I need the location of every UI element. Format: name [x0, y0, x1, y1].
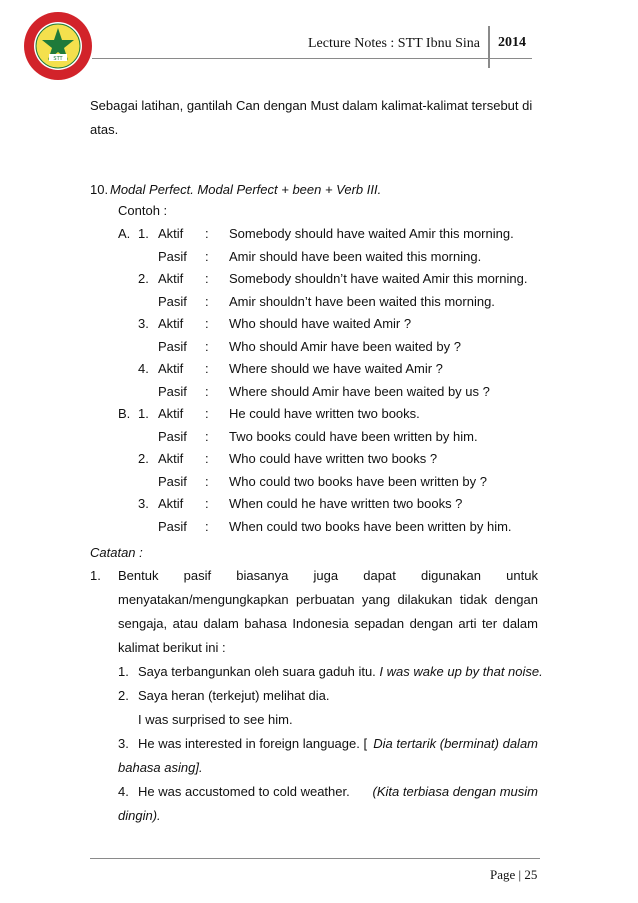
sub4-number: 4. [118, 784, 129, 799]
example-type: Pasif [158, 474, 187, 489]
sub3-number: 3. [118, 736, 129, 751]
contoh-label: Contoh : [118, 203, 168, 218]
example-separator: : [205, 384, 209, 399]
example-sentence: Who could two books have been written by ? [229, 474, 487, 489]
example-sentence: Who could have written two books ? [229, 451, 438, 466]
example-number: 2. [138, 451, 149, 466]
example-number: 2. [138, 271, 149, 286]
sub4-text: He was accustomed to cold weather. [138, 784, 350, 799]
catatan-line-3: sengaja, atau dalam bahasa Indonesia sepadan dengan arti ter dalam [118, 616, 538, 631]
example-separator: : [205, 451, 209, 466]
sub1-line [138, 664, 543, 679]
example-separator: : [205, 429, 209, 444]
example-separator: : [205, 316, 209, 331]
sub3-text: He was interested in foreign language. [ [138, 736, 368, 751]
catatan-label: Catatan : [90, 545, 143, 560]
example-sentence: Somebody shouldn’t have waited Amir this morning. [229, 271, 528, 286]
section-heading: Modal Perfect. Modal Perfect + been + Verb III. [110, 182, 382, 197]
header-title: Lecture Notes : STT Ibnu Sina [308, 36, 480, 51]
example-type: Aktif [158, 226, 184, 241]
example-sentence: Where should we have waited Amir ? [229, 361, 443, 376]
example-separator: : [205, 406, 209, 421]
sub1-text: Saya terbangunkan oleh suara gaduh itu. [138, 664, 376, 679]
example-group: A. [118, 226, 131, 241]
example-sentence: Who should Amir have been waited by ? [229, 339, 461, 354]
example-sentence: Where should Amir have been waited by us ? [229, 384, 490, 399]
page-number: Page | 25 [490, 867, 538, 882]
catatan-line-1: Bentuk pasif biasanya juga dapat digunakan untuk [118, 568, 538, 583]
catatan-line-4: kalimat berikut ini : [118, 640, 226, 655]
example-type: Aktif [158, 496, 184, 511]
intro-line-1: Sebagai latihan, gantilah Can dengan Must dalam kalimat-kalimat tersebut di [90, 98, 533, 113]
example-separator: : [205, 249, 209, 264]
header-rule [92, 58, 532, 59]
sub1-number: 1. [118, 664, 129, 679]
example-separator: : [205, 226, 209, 241]
footer-rule [90, 858, 540, 859]
example-type: Aktif [158, 271, 184, 286]
example-separator: : [205, 294, 209, 309]
example-sentence: He could have written two books. [229, 406, 420, 421]
section-number: 10. [90, 182, 109, 197]
sub3-italic: Dia tertarik (berminat) dalam [373, 736, 538, 751]
example-separator: : [205, 474, 209, 489]
example-type: Pasif [158, 384, 187, 399]
example-number: 4. [138, 361, 149, 376]
sub2-number: 2. [118, 688, 129, 703]
header-year: 2014 [498, 35, 526, 50]
sub4-line-2: dingin). [118, 808, 161, 823]
example-separator: : [205, 271, 209, 286]
example-separator: : [205, 339, 209, 354]
example-type: Pasif [158, 294, 187, 309]
example-type: Pasif [158, 519, 187, 534]
sub3-line [138, 736, 538, 751]
sub1-italic: I was wake up by that noise. [379, 664, 543, 679]
example-sentence: Somebody should have waited Amir this morning. [229, 226, 514, 241]
example-type: Aktif [158, 451, 184, 466]
sub4-line [138, 784, 538, 799]
example-type: Pasif [158, 249, 187, 264]
svg-text:STT: STT [53, 56, 63, 62]
example-sentence: When could two books have been written by him. [229, 519, 512, 534]
example-separator: : [205, 496, 209, 511]
sub3-line-2: bahasa asing]. [118, 760, 203, 775]
example-number: 3. [138, 496, 149, 511]
example-type: Pasif [158, 429, 187, 444]
example-sentence: Amir shouldn’t have been waited this morning. [229, 294, 495, 309]
example-separator: : [205, 361, 209, 376]
example-type: Aktif [158, 361, 184, 376]
example-number: 1. [138, 406, 149, 421]
example-number: 3. [138, 316, 149, 331]
example-separator: : [205, 519, 209, 534]
example-type: Pasif [158, 339, 187, 354]
sub4-italic: (Kita terbiasa dengan musim [372, 784, 538, 799]
example-type: Aktif [158, 406, 184, 421]
stt-logo [22, 10, 94, 82]
sub2-line-2: I was surprised to see him. [138, 712, 293, 727]
catatan-line-2: menyatakan/mengungkapkan perbuatan yang dilakukan tidak dengan [118, 592, 538, 607]
example-type: Aktif [158, 316, 184, 331]
example-sentence: Who should have waited Amir ? [229, 316, 412, 331]
example-sentence: When could he have written two books ? [229, 496, 463, 511]
example-group: B. [118, 406, 131, 421]
sub2-text: Saya heran (terkejut) melihat dia. [138, 688, 330, 703]
header-divider [488, 26, 490, 68]
catatan-item-number: 1. [90, 568, 101, 583]
example-sentence: Amir should have been waited this morning. [229, 249, 482, 264]
example-sentence: Two books could have been written by him. [229, 429, 478, 444]
example-number: 1. [138, 226, 149, 241]
intro-line-2: atas. [90, 122, 119, 137]
